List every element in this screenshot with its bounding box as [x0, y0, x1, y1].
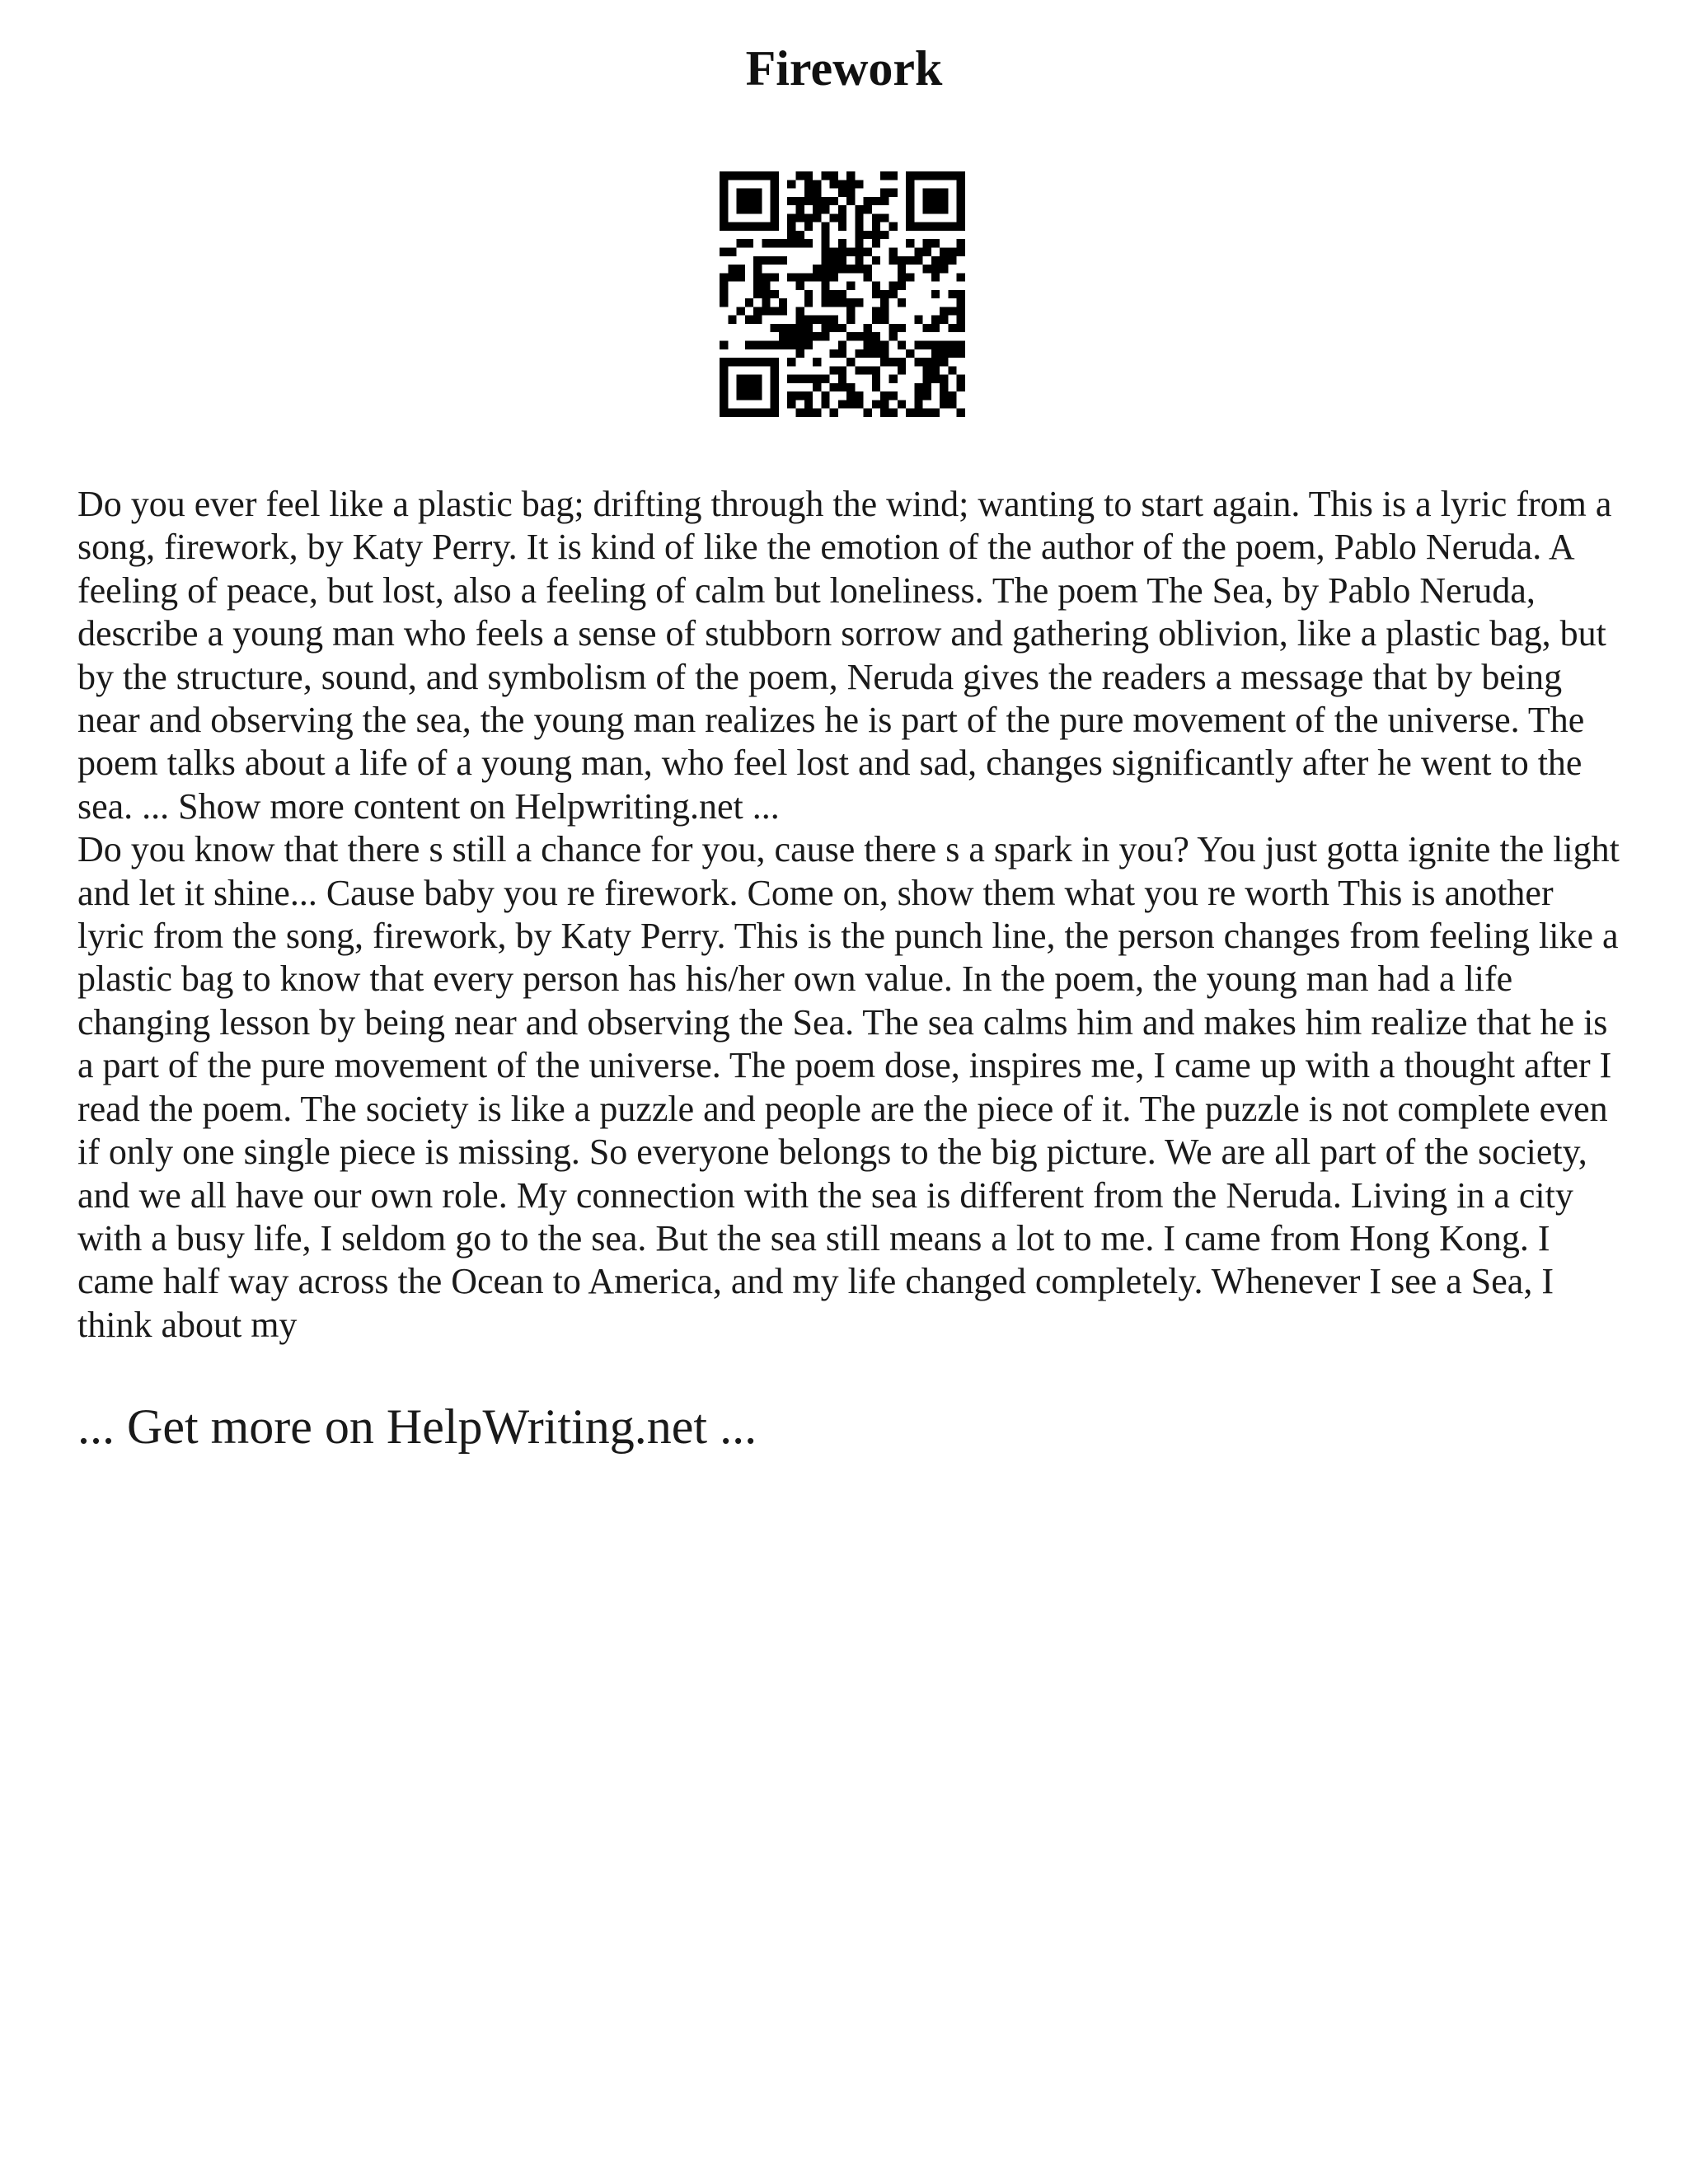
page-title: Firework: [745, 41, 943, 96]
qr-code-icon: [720, 171, 965, 417]
article-body: [77, 483, 1627, 1347]
paragraph: Do you ever feel like a plastic bag; drifting through the wind; wanting to start again. This is a lyric from a song, firework, by Katy Perry. It is kind of like the emotion of the author of the poem, Pablo Neruda. A feeling of peace, but lost, also a feeling of calm but loneliness. The poem The Sea, by Pablo Neruda, describe a young man who feels a sense of stubborn sorrow and gathering oblivion, like a plastic bag, but by the structure, sound, and symbolism of the poem, Neruda gives the readers a message that by being near and observing the sea, the young man realizes he is part of the pure movement of the universe. The poem talks about a life of a young man, who feel lost and sad, changes significantly after he went to the sea. ... Show more content on Helpwriting.net ...: [77, 484, 1612, 827]
paragraph: Do you know that there s still a chance for you, cause there s a spark in you? You just gotta ignite the light and let it shine... Cause baby you re firework. Come on, show them what you re worth This is another lyric from the song, firework, by Katy Perry. This is the punch line, the person changes from feeling like a plastic bag to know that every person has his/her own value. In the poem, the young man had a life changing lesson by being near and observing the Sea. The sea calms him and makes him realize that he is a part of the pure movement of the universe. The poem dose, inspires me, I came up with a thought after I read the poem. The society is like a puzzle and people are the piece of it. The puzzle is not complete even if only one single piece is missing. So everyone belongs to the big picture. We are all part of the society, and we all have our own role. My connection with the sea is different from the Neruda. Living in a city with a busy life, I seldom go to the sea. But the sea still means a lot to me. I came from Hong Kong. I came half way across the Ocean to America, and my life changed completely. Whenever I see a Sea, I think about my: [77, 829, 1620, 1345]
get-more-link[interactable]: ... Get more on HelpWriting.net ...: [77, 1399, 757, 1454]
